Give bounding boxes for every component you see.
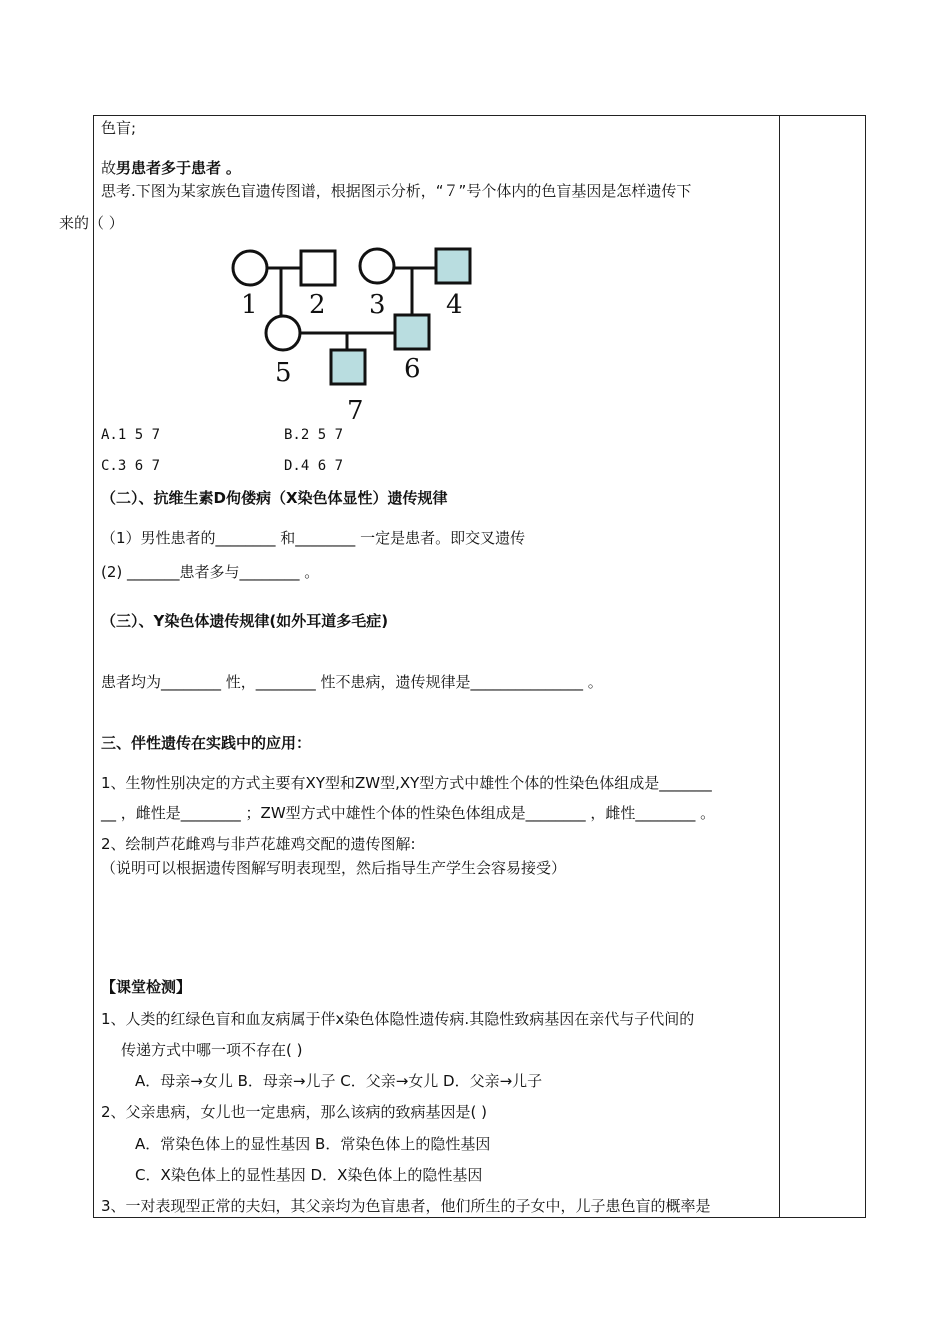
section-4-item-2: 2、绘制芦花雌鸡与非芦花雄鸡交配的遗传图解:	[101, 835, 416, 853]
label-2: 2	[309, 290, 326, 320]
question-think-continued: 来的（ ）	[59, 214, 124, 232]
option-c: C.3 6 7	[101, 458, 161, 474]
section-4-note: （说明可以根据遗传图解写明表现型，然后指导生产学生会容易接受）	[101, 859, 567, 877]
classroom-check-heading: 【课堂检测】	[101, 978, 192, 996]
label-6: 6	[404, 354, 421, 384]
option-a: A.1 5 7	[101, 427, 161, 443]
question-2-options-cd: C．X染色体上的显性基因 D．X染色体上的隐性基因	[135, 1166, 483, 1184]
text-line-1: 色盲;	[101, 119, 137, 137]
individual-3-female	[360, 249, 394, 283]
individual-5-female	[266, 316, 300, 350]
pedigree-chart	[220, 240, 490, 425]
question-2-options-ab: A．常染色体上的显性基因 B．常染色体上的隐性基因	[135, 1135, 491, 1153]
section-4-heading: 三、伴性遗传在实践中的应用：	[101, 734, 312, 752]
section-3-item-1: 患者均为________ 性，________ 性不患病，遗传规律是_______________ 。	[101, 673, 603, 691]
individual-7-male-affected	[331, 350, 365, 384]
label-3: 3	[369, 290, 386, 320]
question-2: 2、父亲患病，女儿也一定患病，那么该病的致病基因是( )	[101, 1103, 488, 1121]
individual-1-female	[233, 251, 267, 285]
label-1: 1	[241, 290, 258, 320]
label-5: 5	[275, 358, 292, 388]
table-column-divider	[779, 115, 780, 1218]
question-1-options: A．母亲→女儿 B．母亲→儿子 C．父亲→女儿 D．父亲→儿子	[135, 1072, 543, 1090]
option-b: B.2 5 7	[284, 427, 344, 443]
label-7: 7	[347, 396, 364, 425]
individual-2-male	[301, 251, 335, 285]
option-d: D.4 6 7	[284, 458, 344, 474]
section-2-item-1: （1）男性患者的________ 和________ 一定是患者。即交叉遗传	[101, 529, 526, 547]
question-think: 思考.下图为某家族色盲遗传图谱，根据图示分析，“７”号个体内的色盲基因是怎样遗传下	[101, 182, 692, 200]
label-4: 4	[446, 290, 463, 320]
section-4-item-1-continued: __ ，雌性是________ ；ZW型方式中雄性个体的性染色体组成是________ ，雌性________ 。	[101, 804, 716, 822]
section-2-heading: （二）、抗维生素D佝偻病（X染色体显性）遗传规律	[101, 489, 448, 507]
section-3-heading: （三）、Y染色体遗传规律(如外耳道多毛症)	[101, 612, 389, 630]
section-2-item-2: (2) _______患者多与________ 。	[101, 563, 320, 581]
question-1: 1、人类的红绿色盲和血友病属于伴x染色体隐性遗传病.其隐性致病基因在亲代与子代间的	[101, 1010, 695, 1028]
individual-4-male-affected	[436, 249, 470, 283]
text-line-2: 故男患者多于患者 。	[101, 159, 241, 177]
individual-6-male-affected	[395, 315, 429, 349]
question-1-continued: 传递方式中哪一项不存在( )	[121, 1041, 303, 1059]
section-4-item-1: 1、生物性别决定的方式主要有XY型和ZW型,XY型方式中雄性个体的性染色体组成是_______	[101, 774, 712, 792]
question-3: 3、一对表现型正常的夫妇，其父亲均为色盲患者，他们所生的子女中，儿子患色盲的概率是	[101, 1197, 711, 1215]
